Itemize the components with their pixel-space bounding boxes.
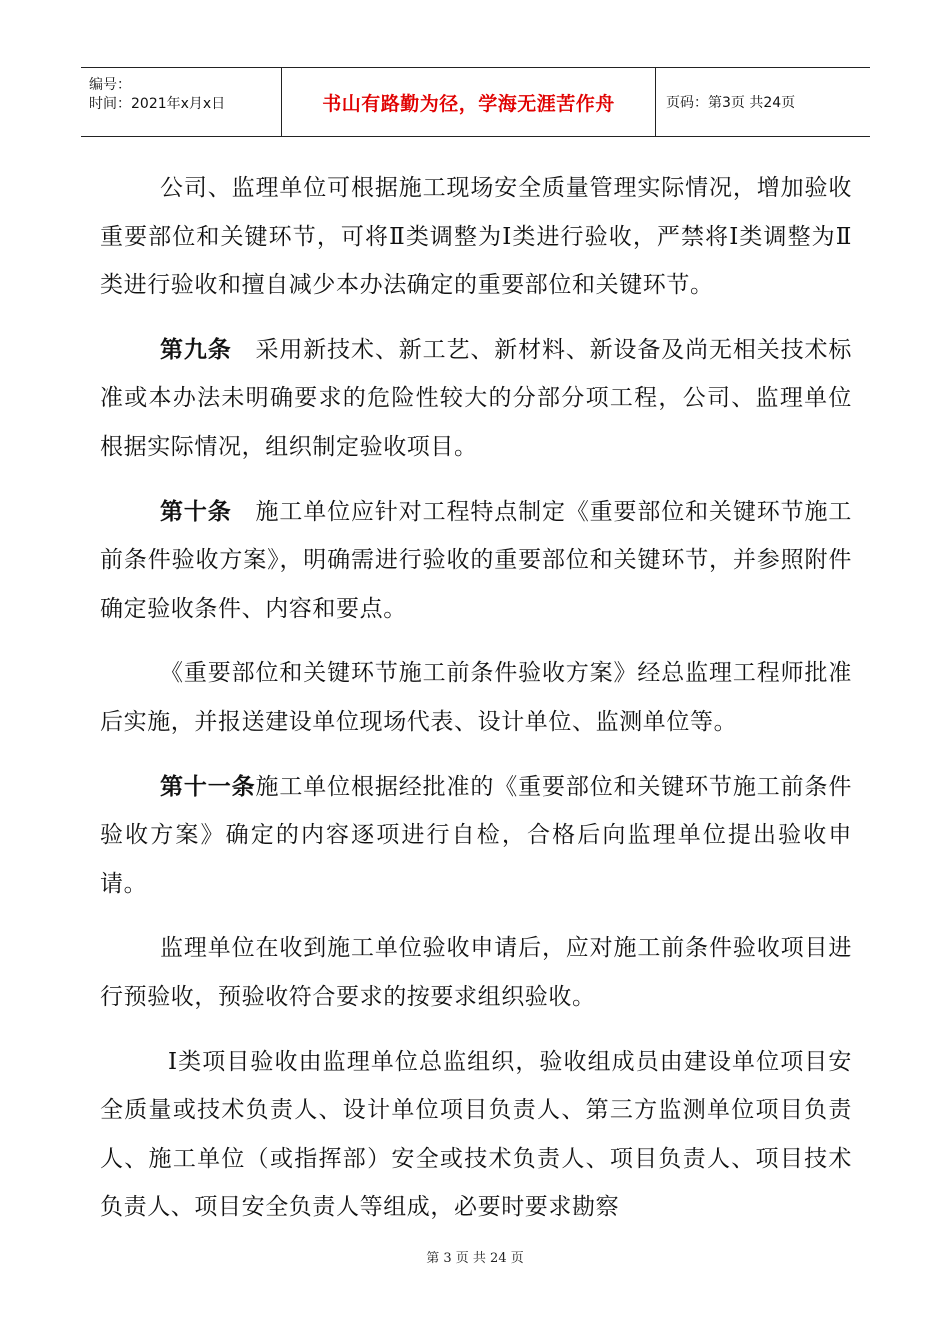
paragraph-text: 公司、监理单位可根据施工现场安全质量管理实际情况，增加验收重要部位和关键环节，可将Ⅱ类调整为Ⅰ类进行验收，严禁将Ⅰ类调整为Ⅱ类进行验收和擅自减少本办法确定的重要部位和关键环节。 <box>100 175 852 299</box>
paragraph-text: Ⅰ类项目验收由监理单位总监组织，验收组成员由建设单位项目安全质量或技术负责人、设计单位项目负责人、第三方监测单位项目负责人、施工单位（或指挥部）安全或技术负责人、项目负责人、项目技术负责人、项目安全负责人等组成，必要时要求勘察 <box>100 1048 852 1221</box>
paragraph-text: 《重要部位和关键环节施工前条件验收方案》经总监理工程师批准后实施，并报送建设单位现场代表、设计单位、监测单位等。 <box>100 660 852 735</box>
paragraph-text: 采用新技术、新工艺、新材料、新设备及尚无相关技术标准或本办法未明确要求的危险性较大的分部分项工程，公司、监理单位根据实际情况，组织制定验收项目。 <box>100 336 852 460</box>
paragraph-text: 监理单位在收到施工单位验收申请后，应对施工前条件验收项目进行预验收，预验收符合要求的按要求组织验收。 <box>100 935 852 1010</box>
header-motto: 书山有路勤为径，学海无涯苦作舟 <box>282 68 656 136</box>
paragraph <box>100 649 852 746</box>
paragraph <box>100 763 852 909</box>
paragraph <box>100 924 852 1021</box>
page-footer: 第 3 页 共 24 页 <box>426 1251 524 1266</box>
paragraph-text: 施工单位根据经批准的《重要部位和关键环节施工前条件验收方案》确定的内容逐项进行自检，合格后向监理单位提出验收申请。 <box>100 773 853 897</box>
document-body <box>100 164 852 1248</box>
header-meta-cell <box>81 68 282 136</box>
article-heading: 第十一条 <box>160 773 256 800</box>
paragraph <box>100 326 852 472</box>
time-label: 时间：2021年x月x日 <box>89 96 226 112</box>
paragraph <box>100 488 852 634</box>
document-header <box>81 67 870 137</box>
paragraph <box>100 164 852 310</box>
article-heading: 第十条 <box>160 498 232 525</box>
paragraph <box>100 1038 852 1232</box>
header-page-info: 页码：第3页 共24页 <box>666 95 796 111</box>
article-heading: 第九条 <box>160 336 232 363</box>
number-label: 编号： <box>89 77 131 93</box>
paragraph-text: 施工单位应针对工程特点制定《重要部位和关键环节施工前条件验收方案》，明确需进行验收的重要部位和关键环节，并参照附件确定验收条件、内容和要点。 <box>100 498 852 622</box>
